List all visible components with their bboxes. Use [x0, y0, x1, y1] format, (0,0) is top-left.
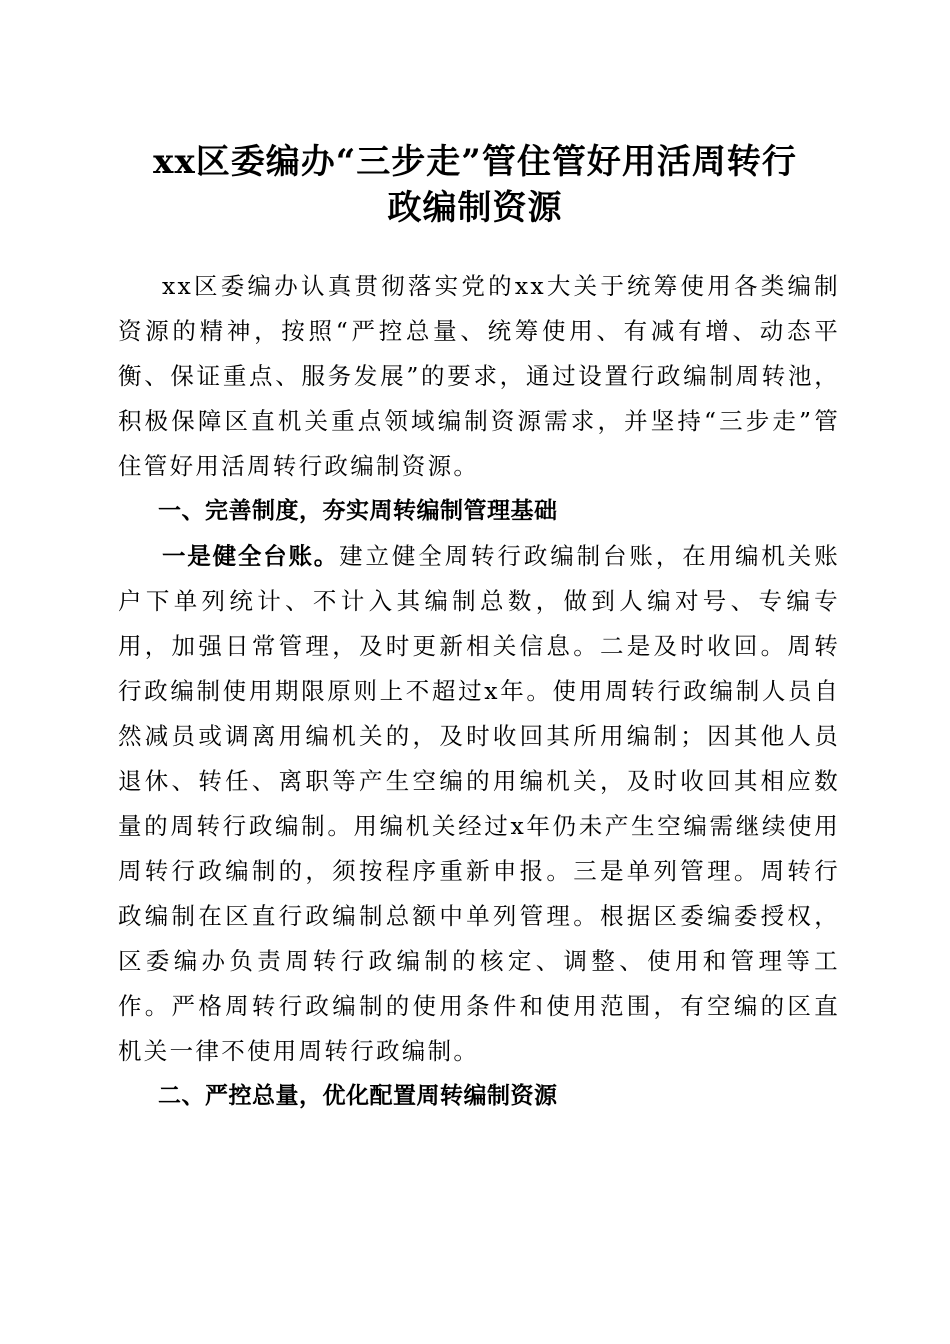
intro-paragraph: xx区委编办认真贯彻落实党的xx大关于统筹使用各类编制资源的精神，按照“严控总量、统筹使用、有减有增、动态平衡、保证重点、服务发展”的要求，通过设置行政编制周转池，积极保障区直机关重点领域编制资源需求，并坚持“三步走”管住管好用活周转行政编制资源。 [118, 272, 840, 480]
document-title-line-1: xx区委编办“三步走”管住管好用活周转行 [153, 142, 797, 182]
document-body [118, 264, 840, 1119]
section-1-lead: 一是健全台账。 [162, 542, 340, 570]
section-1-paragraph [118, 534, 840, 1074]
section-1-body: 建立健全周转行政编制台账，在用编机关账户下单列统计、不计入其编制总数，做到人编对号、专编专用，加强日常管理，及时更新相关信息。二是及时收回。周转行政编制使用期限原则上不超过x年。使用周转行政编制人员自然减员或调离用编机关的，及时收回其所用编制；因其他人员退休、转任、离职等产生空编的用编机关，及时收回其相应数量的周转行政编制。用编机关经过x年仍未产生空编需继续使用周转行政编制的，须按程序重新申报。三是单列管理。周转行政编制在区直行政编制总额中单列管理。根据区委编委授权，区委编办负责周转行政编制的核定、调整、使用和管理等工作。严格周转行政编制的使用条件和使用范围，有空编的区直机关一律不使用周转行政编制。 [118, 542, 840, 1065]
section-2-heading: 二、严控总量，优化配置周转编制资源 [158, 1083, 558, 1109]
document-title-line-2: 政编制资源 [387, 188, 563, 228]
section-1-heading: 一、完善制度，夯实周转编制管理基础 [158, 498, 558, 524]
